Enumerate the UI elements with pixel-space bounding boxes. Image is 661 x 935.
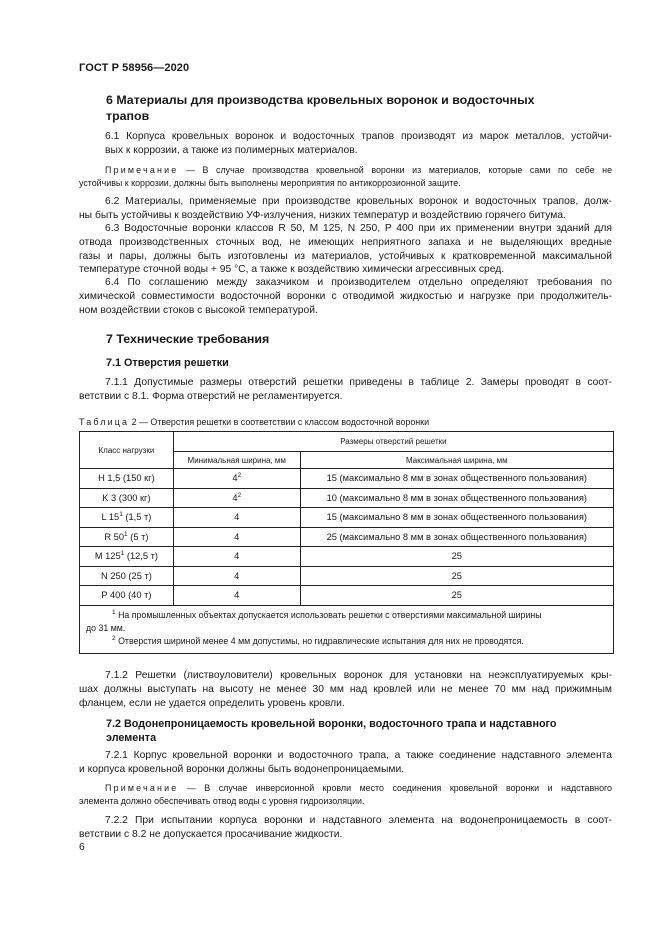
text-line: 7.2.1 Корпус кровельной воронки и водосточного трапа, а также соединение надставного элемента	[105, 750, 612, 761]
page-number: 6	[79, 842, 85, 853]
footnote-ref: 1	[119, 511, 123, 519]
text-line	[79, 164, 612, 177]
min-width-value: 4	[232, 492, 238, 503]
cell-min-width: 4	[173, 508, 300, 528]
cell-max-width: 25	[300, 547, 613, 567]
note-label: Примечание	[105, 165, 179, 175]
paragraph-7-2-1	[79, 749, 612, 777]
text-line: ветствии с 8.1. Форма отверстий не регламентируется.	[79, 390, 343, 402]
section-7-title: 7 Технические требования	[106, 332, 270, 346]
paragraph-6-1	[79, 130, 612, 158]
subsection-7-2-title	[106, 717, 557, 745]
text-line: 6.4 По соглашению между заказчиком и производителем отдельно определяют требования по	[105, 277, 612, 288]
text-line: химической совместимости водосточной воронки с отводимой жидкостью и нагрузке при продолжитель-	[79, 290, 612, 302]
subsection-title-line: 7.2 Водонепроницаемость кровельной воронки, водосточного трапа и надставного	[106, 718, 557, 730]
footnote-1-cont: до 31 мм.	[86, 622, 126, 633]
load-class-tail: (1,5 т)	[122, 512, 152, 523]
text-line: вых к коррозии, а также из полимерных материалов.	[105, 144, 358, 156]
subsection-title-line: элемента	[106, 732, 157, 744]
text-line: ном воздействии стоков с высокой температурой.	[79, 304, 318, 316]
cell-load-class	[80, 508, 174, 528]
table-footnotes-row	[80, 605, 614, 653]
paragraph-6-2	[79, 195, 612, 223]
table-row	[80, 488, 614, 508]
footnote-ref: 2	[237, 491, 242, 499]
footnote-1	[86, 609, 609, 622]
cell-max-width: 10 (максимально 8 мм в зонах общественного пользования)	[300, 488, 613, 508]
cell-load-class: P 400 (40 т)	[80, 586, 174, 606]
note-text: — В случае инверсионной кровли место соединения кровельной воронки и надставного	[186, 783, 612, 793]
min-width-value: 4	[232, 473, 238, 484]
cell-min-width: 4	[173, 547, 300, 567]
load-class-text: L 15	[101, 512, 120, 523]
section-6-title-line: 6 Материалы для производства кровельных воронок и водосточных	[106, 93, 535, 107]
footnote-mark: 1	[112, 608, 116, 616]
cell-max-width: 15 (максимально 8 мм в зонах общественного пользования)	[300, 469, 613, 489]
load-class-text: H 1,5 (150 кг)	[98, 473, 155, 484]
footnote-ref: 1	[120, 550, 125, 558]
footnote-2	[86, 635, 609, 648]
text-line: газы и пары, должны быть изготовлены из материалов, устойчивых к кратковременной максимальной	[79, 250, 612, 262]
cell-min-width: 4	[173, 586, 300, 606]
load-class-text: K 3 (300 кг)	[102, 492, 151, 503]
cell-load-class	[80, 547, 174, 567]
note-label: Примечание	[105, 783, 179, 793]
table-row	[80, 508, 614, 528]
note-7-2-1	[79, 782, 612, 808]
load-class-text: R 50	[104, 531, 125, 542]
text-line: 6.2 Материалы, применяемые при производстве кровельных воронок и водосточных трапов, долж-	[105, 196, 612, 207]
load-class-text: M 125	[94, 551, 121, 562]
header-max-width: Максимальная ширина, мм	[300, 452, 613, 469]
header-min-width: Минимальная ширина, мм	[173, 452, 300, 469]
cell-min-width	[173, 488, 300, 508]
cell-max-width: 15 (максимально 8 мм в зонах общественного пользования)	[300, 508, 613, 528]
text-line: ны быть устойчивы к воздействию УФ-излучения, низких температур и воздействию горячего битума.	[79, 209, 566, 221]
text-line: 7.1.1 Допустимые размеры отверстий решетки приведены в таблице 2. Замеры проводят в соот-	[105, 377, 612, 388]
text-line: фланцем, если не удается определить уровень кровли.	[79, 697, 345, 709]
text-line: температуре сточной воды + 95 °С, а также к воздействию химически агрессивных сред.	[79, 264, 505, 276]
cell-load-class	[80, 469, 174, 489]
note-text: — В случае производства кровельной воронки из материалов, которые сами по себе не	[186, 165, 613, 175]
cell-max-width: 25 (максимально 8 мм в зонах общественного пользования)	[300, 527, 613, 547]
table-caption	[79, 417, 429, 427]
table-row	[80, 547, 614, 567]
footnote-ref: 2	[237, 472, 242, 480]
text-line: 7.2.2 При испытании корпуса воронки и надставного элемента на водонепроницаемость в соот-	[105, 815, 612, 826]
footnote-mark: 2	[112, 635, 116, 643]
footnote-ref: 1	[124, 530, 128, 538]
paragraph-7-2-2	[79, 814, 612, 842]
load-class-tail: (12,5 т)	[124, 551, 158, 562]
header-opening-sizes: Размеры отверстий решетки	[173, 432, 613, 452]
paragraph-7-1-1	[79, 376, 612, 404]
table-caption-label: Таблица	[79, 417, 130, 427]
cell-load-class	[80, 527, 174, 547]
paragraph-6-4	[79, 276, 612, 317]
table-grate-openings	[79, 431, 614, 654]
table-row	[80, 469, 614, 489]
text-line	[79, 782, 612, 795]
text-line: и корпуса кровельной воронки должны быть водонепроницаемыми.	[79, 763, 405, 775]
table-footnotes	[80, 605, 614, 653]
header-load-class: Класс нагрузки	[80, 432, 174, 469]
cell-load-class	[80, 488, 174, 508]
cell-min-width: 4	[173, 527, 300, 547]
cell-max-width: 25	[300, 586, 613, 606]
table-caption-text: 2 — Отверстия решетки в соответствии с классом водосточной воронки	[131, 417, 430, 427]
footnote-text: Отверстия шириной менее 4 мм допустимы, но гидравлические испытания для них не проводятся.	[118, 636, 524, 647]
text-line: устойчивы к коррозии, должны быть выполнены мероприятия по антикоррозионной защите.	[79, 178, 461, 188]
table-row	[80, 566, 614, 586]
paragraph-7-1-2	[79, 669, 612, 710]
cell-max-width: 25	[300, 566, 613, 586]
cell-load-class: N 250 (25 т)	[80, 566, 174, 586]
text-line: 6.3 Водосточные воронки классов R 50, M 125, N 250, P 400 при их применении внутри зданий для	[105, 223, 612, 234]
paragraph-6-3	[79, 222, 612, 277]
note-6-1	[79, 164, 612, 190]
cell-min-width: 4	[173, 566, 300, 586]
text-line: ветствии с 8.2 не допускается просачивание жидкости.	[79, 828, 343, 840]
text-line: 6.1 Корпуса кровельных воронок и водосточных трапов производят из марок металлов, устойчи-	[105, 131, 612, 142]
section-6-title	[106, 92, 535, 124]
cell-min-width	[173, 469, 300, 489]
text-line: элемента должно обеспечивать отвод воды с уровня гидроизоляции.	[79, 796, 365, 806]
table-row	[80, 586, 614, 606]
table-row	[80, 527, 614, 547]
text-line: 7.1.2 Решетки (листвоуловители) кровельных воронок для установки на неэксплуатируемых кры-	[105, 670, 612, 681]
standard-header: ГОСТ Р 58956—2020	[79, 62, 190, 74]
load-class-tail: (5 т)	[127, 531, 149, 542]
text-line: отвода производственных сточных вод, не имеющих неприятного запаха и не выделяющих вредные	[79, 236, 612, 248]
subsection-7-1-title: 7.1 Отверстия решетки	[106, 357, 229, 369]
section-6-title-line: трапов	[106, 109, 150, 123]
footnote-text: На промышленных объектах допускается использовать решетки с отверстиями максимальной ширины	[118, 609, 542, 620]
text-line: шах должны выступать на высоту не менее 30 мм над кровлей или не менее 70 мм над прижимным	[79, 683, 612, 695]
